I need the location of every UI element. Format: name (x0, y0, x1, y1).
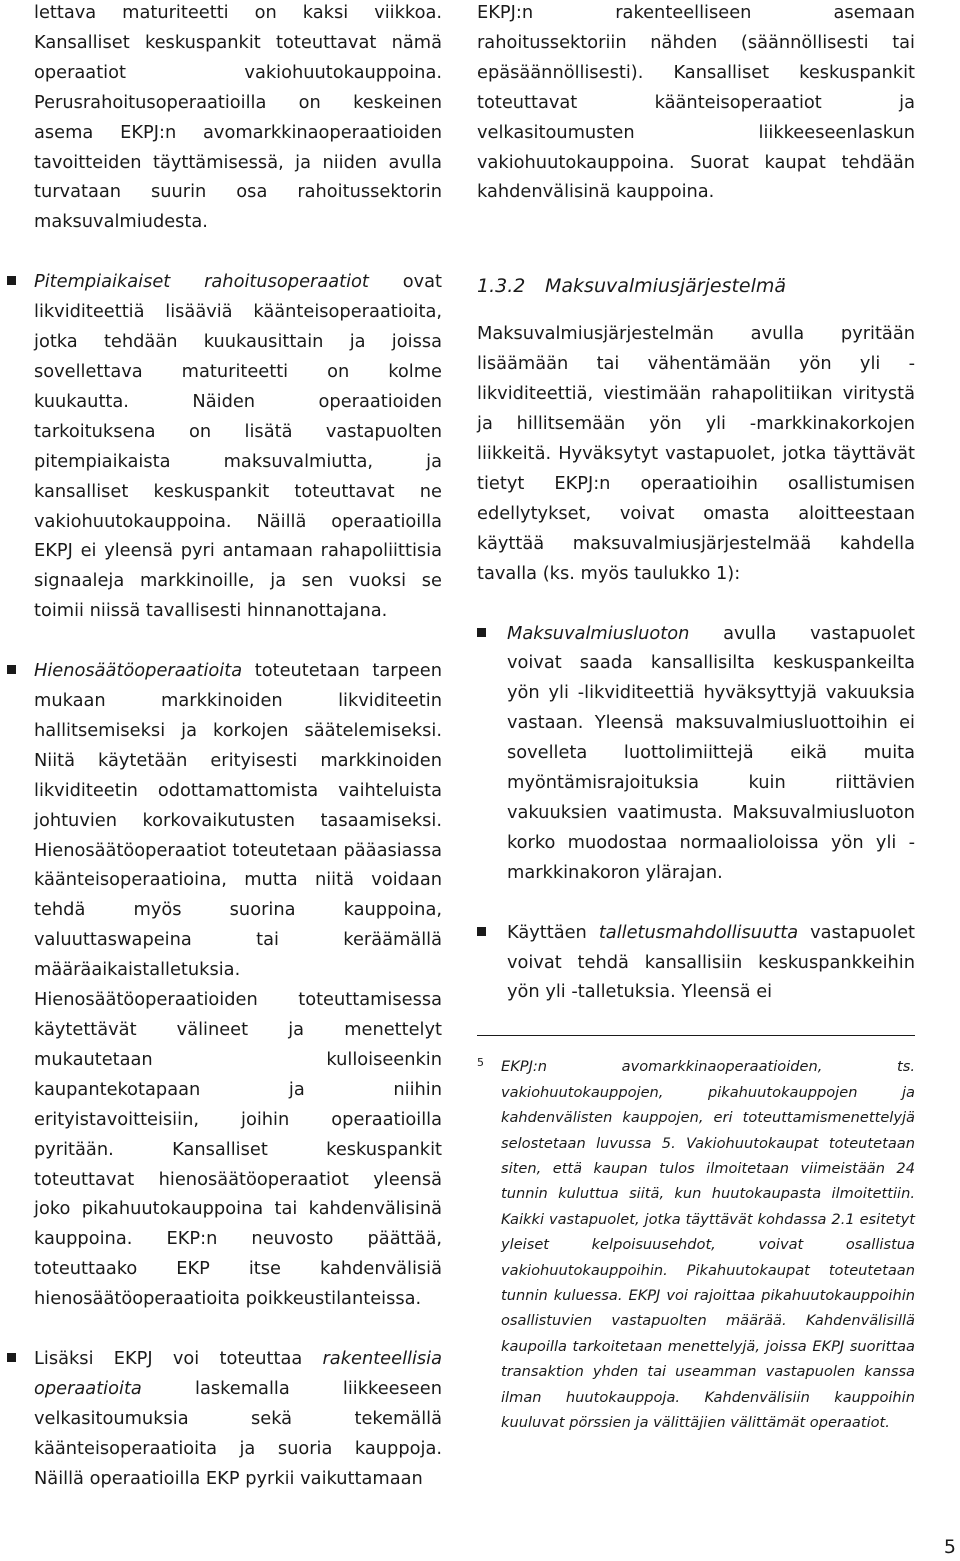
section-heading (477, 271, 915, 301)
right-intro-paragraph: EKPJ:n rakenteelliseen asemaan rahoitussektoriin nähden (säännöllisesti tai epäsäännöllisesti). Kansalliset keskuspankit toteuttavat käänteisoperaatiot ja velkasitoumusten liikkeeseenlaskun vakiohuutokauppoina. Suorat kaupat tehdään kahdenvälisinä kauppoina. (477, 2, 915, 203)
section-number: 1.3.2 (477, 275, 526, 298)
term-marginal-lending: Maksuvalmiusluoton (507, 622, 690, 644)
footnote (477, 1054, 915, 1435)
bullet-structural-operations: Lisäksi EKPJ voi toteuttaa rakenteellisia operaatioita laskemalla liikkeeseen velkasitoumuksia sekä tekemällä käänteisoperaatioita ja suoria kauppoja. Näillä operaatioilla EKP pyrkii vaikuttamaan (34, 1344, 442, 1494)
term-deposit-facility: talletusmahdollisuutta (598, 921, 799, 943)
term-structural-operations: rakenteellisia operaatioita (34, 1348, 442, 1399)
bullet-square-icon (7, 665, 16, 674)
left-intro-paragraph: lettava maturiteetti on kaksi viikkoa. Kansalliset keskuspankit toteuttavat nämä operaatiot vakiohuutokauppoina. Perusrahoitusoperaatioilla on keskeinen asema EKPJ:n avomarkkinaoperaatioiden tavoitteiden täyttämisessä, ja niiden avulla turvataan suurin osa rahoitussektorin maksuvalmiudesta. (34, 2, 442, 233)
bullet-fine-tuning-operations: Hienosäätöoperaatioita toteutetaan tarpeen mukaan markkinoiden likviditeetin hallitsemiseksi ja korkojen säätelemiseksi. Niitä käytetään erityisesti markkinoiden likviditeetin odottamattomista vaihteluista johtuvien korkovaikutusten tasaamiseksi. Hienosäätöoperaatiot toteutetaan pääasiassa käänteisoperaatioina, mutta niitä voidaan tehdä myös suorina kauppoina, valuuttaswapeina tai keräämällä määräaikaistalletuksia. Hienosäätöoperaatioiden toteuttamisessa käytettävät välineet ja menettelyt mukautetaan kulloiseenkin kaupantekotapaan ja niihin erityistavoitteisiin, joihin operaatioilla pyritään. Kansalliset keskuspankit toteuttavat hienosäätöoperaatiot yleensä joko pikahuutokauppoina tai kahdenvälisinä kauppoina. EKP:n neuvosto päättää, toteuttaako EKP itse kahdenvälisiä hienosäätöoperaatioita poikkeustilanteissa. (34, 656, 442, 1314)
footnote-text: EKPJ:n avomarkkinaoperaatioiden, ts. vakiohuutokauppojen, pikahuutokauppojen ja kahdenvälisten kauppojen, eri toteuttamismenettelyjä selostetaan luvussa 5. Vakiohuutokaupat toteutetaan siten, että kaupan tulos ilmoitetaan viimeistään 24 tunnin kuluttua siitä, kun huutokaupasta ilmoitettiin. Kaikki vastapuolet, jotka täyttävät kohdassa 2.1 esitetyt yleiset kelpoisuusehdot, voivat osallistua vakiohuutokauppoihin. Pikahuutokaupat toteutetaan tunnin kuluessa. EKPJ voi rajoittaa pikahuutokauppoihin osallistuvien vastapuolten määrää. Kahdenvälisillä kaupoilla tarkoitetaan menettelyjä, joissa EKPJ suorittaa transaktion yhden tai useamman vastapuolen kanssa ilman huutokauppoja. Kahdenvälisiin kauppoihin kuuluvat pörssien ja välittäjien välittämät operaatiot. (501, 1058, 915, 1432)
right-column (477, 0, 915, 1435)
bullet-marginal-lending: Maksuvalmiusluoton avulla vastapuolet voivat saada kansallisilta keskuspankeilta yön yli -likviditeettiä hyväksyttyjä vakuuksia vastaan. Yleensä maksuvalmiusluottoihin ei sovelleta luottolimiittejä eikä muita myöntämisrajoituksia kuin riittävien vakuuksien vaatimusta. Maksuvalmiusluoton korko muodostaa normaalioloissa yön yli -markkinakoron ylärajan. (477, 619, 915, 888)
term-fine-tuning-operations: Hienosäätöoperaatioita (34, 660, 243, 682)
bullet-square-icon (7, 276, 16, 285)
footnote-number: 5 (477, 1056, 484, 1070)
bullet-square-icon (477, 927, 486, 936)
bullet-deposit-facility: Käyttäen talletusmahdollisuutta vastapuolet voivat tehdä kansallisiin keskuspankkeihin yön yli -talletuksia. Yleensä ei (477, 918, 915, 1008)
footnote-divider (477, 1035, 915, 1036)
bullet-square-icon (7, 1353, 16, 1362)
bullet-square-icon (477, 628, 486, 637)
page-number: 5 (943, 1536, 956, 1558)
term-longer-term-operations: Pitempiaikaiset rahoitusoperaatiot (34, 271, 369, 293)
section-title: Maksuvalmiusjärjestelmä (545, 275, 787, 298)
section-intro-paragraph: Maksuvalmiusjärjestelmän avulla pyritään lisäämään tai vähentämään yön yli -likviditeettiä, viestimään rahapolitiikan viritystä ja hillitsemään yön yli -markkinakorkojen liikkeitä. Hyväksytyt vastapuolet, jotka täyttävät tietyt EKPJ:n operaatioihin osallistumisen edellytykset, voivat omasta aloitteestaan käyttää maksuvalmiusjärjestelmää kahdella tavalla (ks. myös taulukko 1): (477, 323, 915, 584)
bullet-longer-term-operations: Pitempiaikaiset rahoitusoperaatiot ovat likviditeettiä lisääviä käänteisoperaatioita, jotka tehdään kuukausittain ja joissa sovellettava maturiteetti on kolme kuukautta. Näiden operaatioiden tarkoituksena on lisätä vastapuolten pitempiaikaista maksuvalmiutta, ja kansalliset keskuspankit toteuttavat ne vakiohuutokauppoina. Näillä operaatioilla EKPJ ei yleensä pyri antamaan rahapoliittisia signaaleja markkinoille, ja sen vuoksi se toimii niissä tavallisesti hinnanottajana. (34, 267, 442, 626)
left-column (34, 0, 442, 1494)
